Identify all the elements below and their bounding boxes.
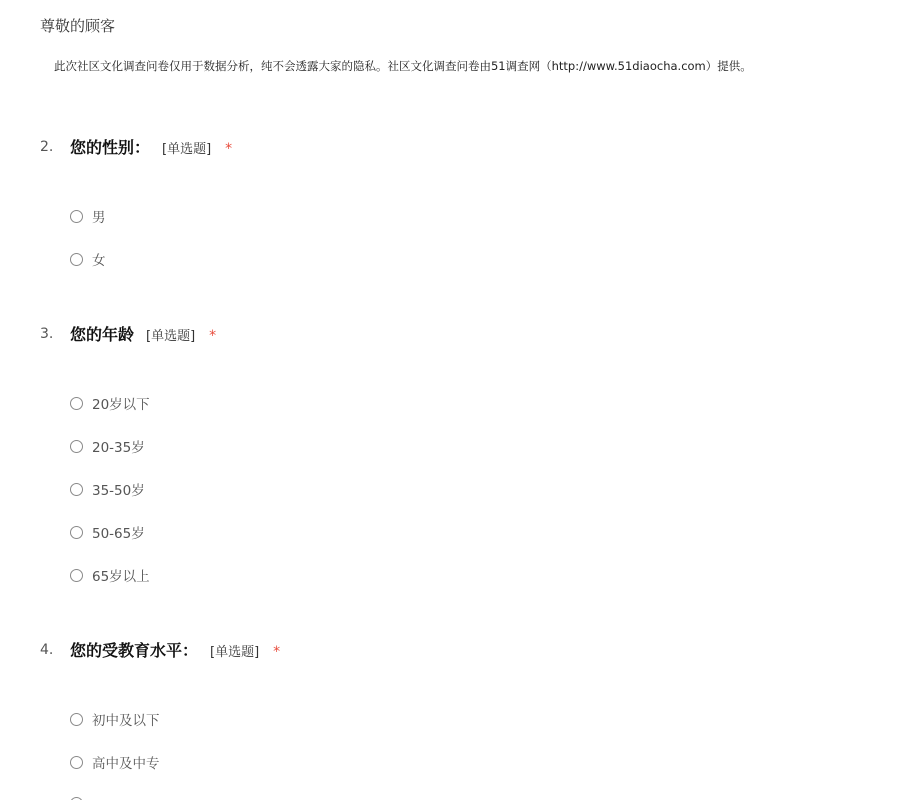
radio-button[interactable]	[70, 483, 83, 496]
required-marker: *	[209, 328, 217, 344]
required-marker: *	[273, 644, 281, 660]
radio-button[interactable]	[70, 210, 83, 223]
option-age-over-65[interactable]	[70, 564, 150, 586]
radio-button[interactable]	[70, 397, 83, 410]
question-title-text: 您的年龄	[70, 325, 135, 344]
option-age-35-50[interactable]	[70, 478, 145, 500]
option-age-under-20[interactable]	[70, 392, 150, 414]
option-label: 初中及以下	[92, 713, 160, 729]
option-label: 高中及中专	[92, 756, 160, 772]
option-male[interactable]	[70, 205, 106, 227]
question-type-label: [单选题]	[146, 329, 196, 344]
question-title-text: 您的受教育水平：	[70, 641, 199, 660]
greeting-heading: 尊敬的顾客	[40, 17, 116, 35]
question-title	[70, 638, 280, 661]
option-edu-junior-high[interactable]	[70, 708, 160, 730]
question-title	[70, 135, 232, 158]
option-label: 20-35岁	[92, 440, 145, 456]
survey-intro-text: 此次社区文化调查问卷仅用于数据分析，纯不会透露大家的隐私。社区文化调查问卷由51调查网（http://www.51diaocha.com）提供。	[54, 59, 752, 73]
option-age-20-35[interactable]	[70, 435, 145, 457]
option-label: 35-50岁	[92, 483, 145, 499]
option-edu-high-school[interactable]	[70, 751, 160, 773]
radio-button[interactable]	[70, 797, 83, 800]
option-female[interactable]	[70, 248, 106, 270]
option-label: 20岁以下	[92, 397, 150, 413]
question-type-label: [单选题]	[210, 645, 260, 660]
radio-button[interactable]	[70, 756, 83, 769]
required-marker: *	[225, 141, 233, 157]
radio-button[interactable]	[70, 253, 83, 266]
radio-button[interactable]	[70, 440, 83, 453]
option-label: 女	[92, 253, 106, 269]
option-label: 50-65岁	[92, 526, 145, 542]
radio-button[interactable]	[70, 526, 83, 539]
option-label: 65岁以上	[92, 569, 150, 585]
radio-button[interactable]	[70, 713, 83, 726]
question-title	[70, 322, 216, 345]
question-title-text: 您的性别：	[70, 138, 151, 157]
question-number: 2.	[40, 139, 54, 155]
question-number: 3.	[40, 326, 54, 342]
radio-button[interactable]	[70, 569, 83, 582]
option-edu-partial[interactable]	[70, 792, 92, 800]
option-label: 男	[92, 210, 106, 226]
question-number: 4.	[40, 642, 54, 658]
question-type-label: [单选题]	[162, 142, 212, 157]
option-age-50-65[interactable]	[70, 521, 145, 543]
